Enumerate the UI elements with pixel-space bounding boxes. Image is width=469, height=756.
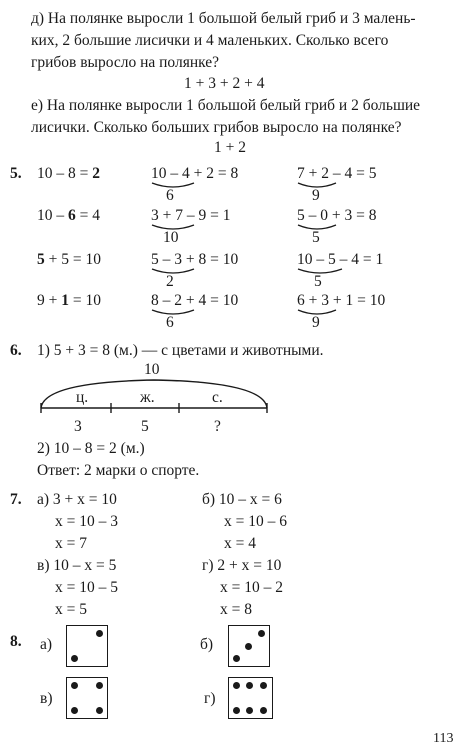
task5-col2-under: 6 bbox=[166, 187, 174, 204]
segment-value: ? bbox=[214, 418, 221, 435]
task5-col3-under: 5 bbox=[314, 273, 322, 290]
equation-line: x = 5 bbox=[55, 601, 87, 618]
die-three bbox=[228, 625, 270, 667]
task5-col1-eq: 5 + 5 = 10 bbox=[37, 251, 101, 268]
task5-col2-under: 10 bbox=[163, 229, 179, 246]
die-label: а) bbox=[40, 636, 53, 653]
segment-label: ж. bbox=[140, 389, 155, 406]
die-dot bbox=[233, 655, 240, 662]
task5-col3-eq: 5 – 0 + 3 = 8 bbox=[297, 207, 377, 224]
equation-line: г) 2 + x = 10 bbox=[202, 557, 282, 574]
equation-line: а) 3 + x = 10 bbox=[37, 491, 117, 508]
task-d-line2: ких, 2 большие лисички и 4 маленьких. Сколько всего bbox=[31, 32, 389, 49]
die-dot bbox=[233, 707, 240, 714]
task-e-line1: е) На полянке выросли 1 большой белый гриб и 2 большие bbox=[31, 97, 421, 114]
equation-line: x = 10 – 2 bbox=[220, 579, 283, 596]
equation-line: в) 10 – x = 5 bbox=[37, 557, 117, 574]
die-four bbox=[66, 677, 108, 719]
die-dot bbox=[246, 682, 253, 689]
task5-col3-eq: 10 – 5 – 4 = 1 bbox=[297, 251, 384, 268]
die-dot bbox=[246, 707, 253, 714]
segment-value: 3 bbox=[74, 418, 82, 435]
page-number: 113 bbox=[433, 731, 454, 746]
segment-value: 5 bbox=[141, 418, 149, 435]
task5-col2-eq: 8 – 2 + 4 = 10 bbox=[151, 292, 239, 309]
task5-col3-under: 9 bbox=[312, 187, 320, 204]
die-dot bbox=[245, 643, 252, 650]
task-d-line3: грибов выросло на полянке? bbox=[31, 54, 220, 71]
task-e-expression: 1 + 2 bbox=[214, 139, 246, 156]
task5-col3-eq: 7 + 2 – 4 = 5 bbox=[297, 165, 377, 182]
task6-step1: 1) 5 + 3 = 8 (м.) — с цветами и животными. bbox=[37, 342, 324, 359]
task6-number: 6. bbox=[10, 342, 22, 359]
die-dot bbox=[233, 682, 240, 689]
equation-line: x = 10 – 5 bbox=[55, 579, 118, 596]
task7-number: 7. bbox=[10, 491, 22, 508]
die-dot bbox=[96, 682, 103, 689]
equation-line: x = 8 bbox=[220, 601, 252, 618]
die-dot bbox=[96, 630, 103, 637]
die-dot bbox=[71, 707, 78, 714]
equation-line: x = 10 – 3 bbox=[55, 513, 118, 530]
task-d-expression: 1 + 3 + 2 + 4 bbox=[184, 75, 265, 92]
task5-col2-eq: 3 + 7 – 9 = 1 bbox=[151, 207, 231, 224]
segment-label: с. bbox=[212, 389, 223, 406]
segment-label: ц. bbox=[76, 389, 89, 406]
task5-col1-eq: 10 – 8 = 2 bbox=[37, 165, 100, 182]
task5-col3-eq: 6 + 3 + 1 = 10 bbox=[297, 292, 386, 309]
equation-line: б) 10 – x = 6 bbox=[202, 491, 282, 508]
die-dot bbox=[260, 707, 267, 714]
die-label: б) bbox=[200, 636, 214, 653]
task5-col1-eq: 10 – 6 = 4 bbox=[37, 207, 100, 224]
task5-col1-eq: 9 + 1 = 10 bbox=[37, 292, 101, 309]
task5-col3-under: 9 bbox=[312, 314, 320, 331]
task5-col2-under: 6 bbox=[166, 314, 174, 331]
die-dot bbox=[71, 682, 78, 689]
task8-number: 8. bbox=[10, 633, 22, 650]
task6-step2: 2) 10 – 8 = 2 (м.) bbox=[37, 440, 145, 457]
task-d-line1: д) На полянке выросли 1 большой белый гриб и 3 малень- bbox=[31, 10, 416, 27]
task-e-line2: лисички. Сколько больших грибов выросло на полянке? bbox=[31, 119, 402, 136]
task5-col2-eq: 5 – 3 + 8 = 10 bbox=[151, 251, 239, 268]
diagram-total: 10 bbox=[144, 361, 160, 378]
task6-answer: Ответ: 2 марки о спорте. bbox=[37, 462, 200, 479]
die-dot bbox=[260, 682, 267, 689]
die-dot bbox=[71, 655, 78, 662]
equation-line: x = 4 bbox=[224, 535, 256, 552]
task5-col2-under: 2 bbox=[166, 273, 174, 290]
task5-col3-under: 5 bbox=[312, 229, 320, 246]
die-six bbox=[228, 677, 273, 719]
die-dot bbox=[96, 707, 103, 714]
die-label: г) bbox=[204, 690, 216, 707]
equation-line: x = 10 – 6 bbox=[224, 513, 287, 530]
die-label: в) bbox=[40, 690, 53, 707]
die-dot bbox=[258, 630, 265, 637]
equation-line: x = 7 bbox=[55, 535, 87, 552]
die-two bbox=[66, 625, 108, 667]
task5-col2-eq: 10 – 4 + 2 = 8 bbox=[151, 165, 239, 182]
task5-number: 5. bbox=[10, 165, 22, 182]
